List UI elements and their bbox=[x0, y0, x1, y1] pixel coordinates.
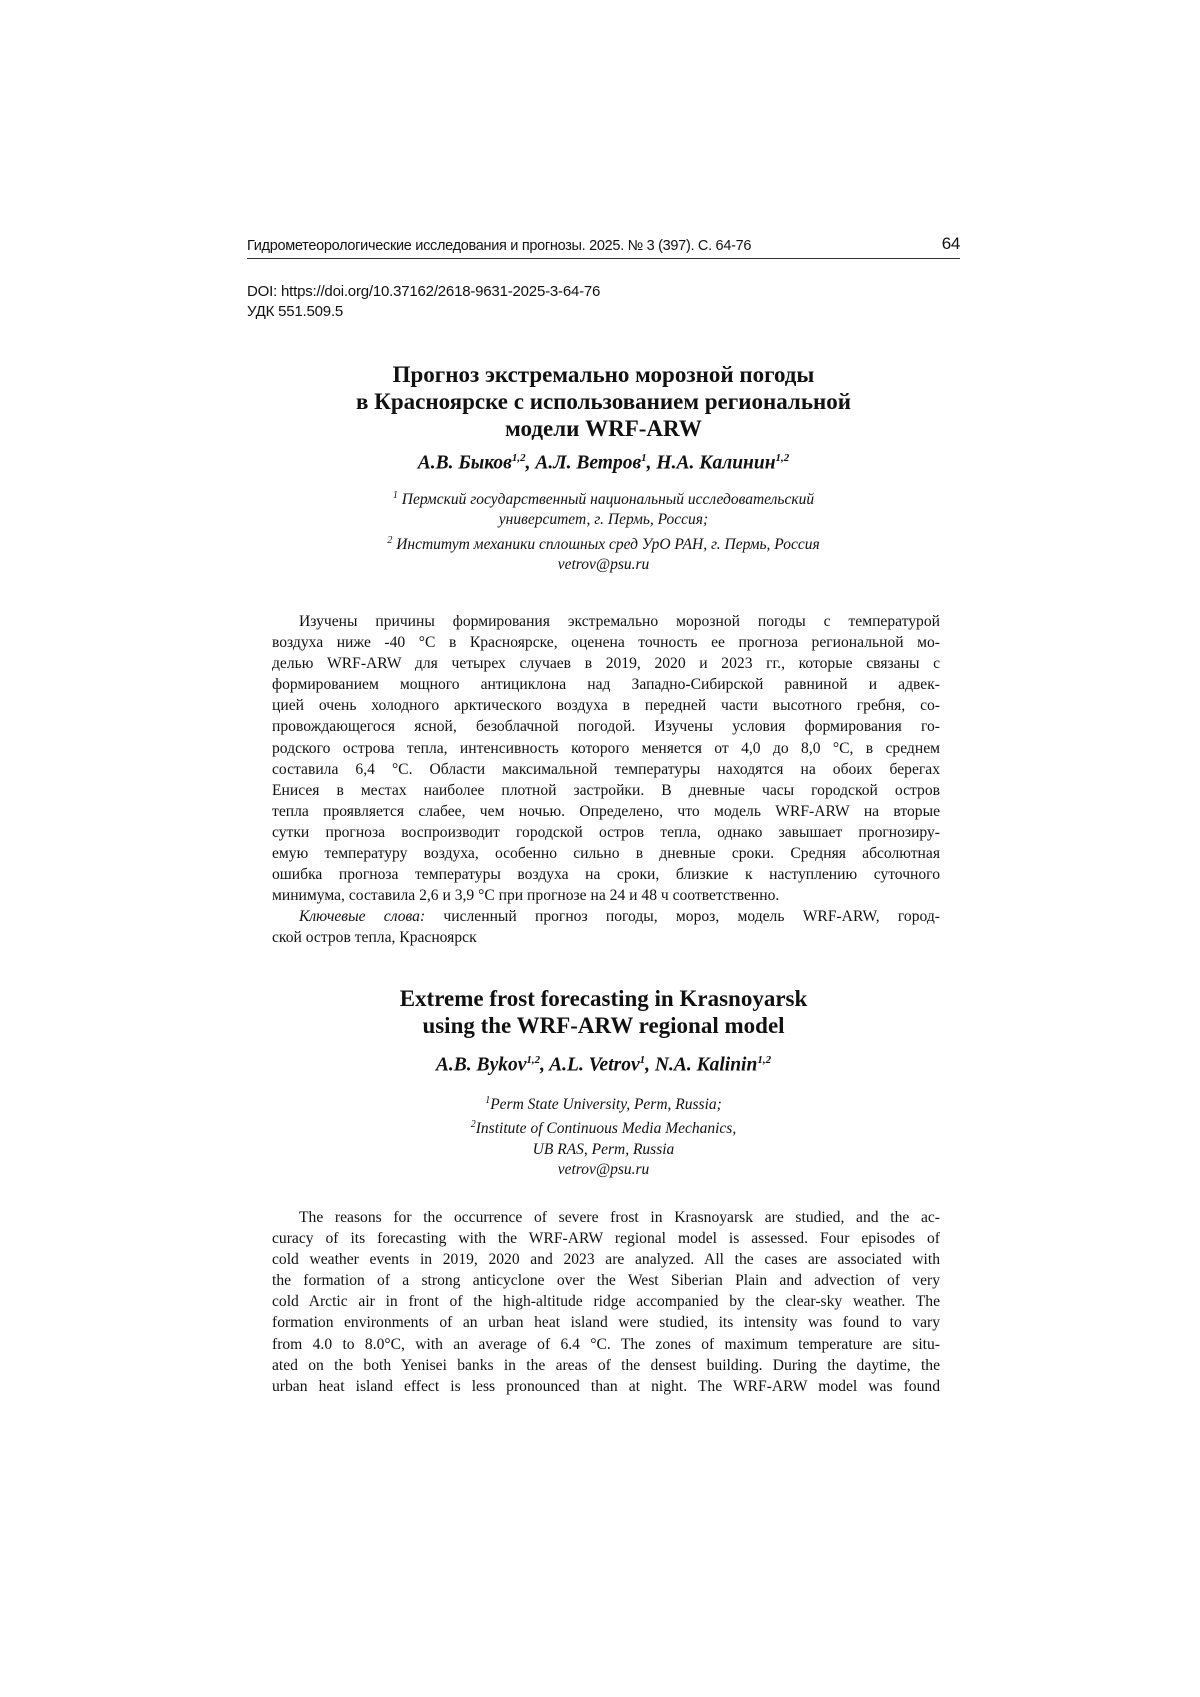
author-separator: , bbox=[645, 1054, 655, 1076]
abstract-line: urban heat island effect is less pronounced than at night. The WRF-ARW model was found bbox=[272, 1377, 940, 1395]
header-rule bbox=[247, 258, 960, 259]
doi-link[interactable]: DOI: https://doi.org/10.37162/2618-9631-2025-3-64-76 bbox=[247, 283, 601, 300]
affiliation-text: Институт механики сплошных сред УрО РАН, г. Пермь, Россия bbox=[392, 535, 820, 553]
ru-title-line: в Красноярске с использованием региональной bbox=[356, 389, 851, 414]
affiliation-text: университет, г. Пермь, Россия; bbox=[498, 511, 709, 529]
author-affiliation-marker: 1 bbox=[641, 452, 647, 464]
author-name: A.B. Bykov bbox=[435, 1054, 527, 1076]
affiliation-line bbox=[247, 1140, 960, 1160]
author-name: N.A. Kalinin bbox=[654, 1054, 758, 1076]
author-name: А.В. Быков bbox=[417, 452, 512, 474]
affiliation-marker: 2 bbox=[387, 534, 393, 546]
ru-title-line: Прогноз экстремально морозной погоды bbox=[392, 362, 815, 387]
abstract-line: составила 6,4 °С. Области максимальной температуры находятся на обоих берегах bbox=[272, 760, 940, 778]
abstract-line: тепла проявляется слабее, чем ночью. Определено, что модель WRF-ARW на вторые bbox=[272, 802, 940, 820]
abstract-line: from 4.0 to 8.0°C, with an average of 6.4 °C. The zones of maximum temperature are situ- bbox=[272, 1335, 940, 1353]
affiliation-text: Institute of Continuous Media Mechanics, bbox=[475, 1120, 737, 1138]
ru-abstract bbox=[272, 611, 940, 906]
author-name: Н.А. Калинин bbox=[656, 452, 776, 474]
en-affiliations bbox=[247, 1091, 960, 1181]
affiliation-marker: 2 bbox=[470, 1119, 476, 1131]
keywords-text: ской остров тепла, Красноярск bbox=[272, 929, 477, 947]
abstract-line: воздуха ниже -40 °С в Красноярске, оценена точность ее прогноза региональной мо- bbox=[272, 634, 940, 652]
abstract-line: The reasons for the occurrence of severe frost in Krasnoyarsk are studied, and the ac- bbox=[299, 1209, 940, 1226]
author-name: А.Л. Ветров bbox=[535, 452, 642, 474]
abstract-line: формированием мощного антициклона над Западно-Сибирской равниной и адвек- bbox=[272, 676, 940, 694]
affiliation-line bbox=[247, 1091, 960, 1115]
author-separator: , bbox=[646, 452, 657, 474]
affiliation-marker: 1 bbox=[485, 1095, 491, 1106]
journal-citation: Гидрометеорологические исследования и прогнозы. 2025. № 3 (397). С. 64-76 bbox=[247, 238, 752, 254]
ru-keywords bbox=[272, 906, 940, 948]
page-number: 64 bbox=[941, 234, 960, 253]
en-title-line: using the WRF-ARW regional model bbox=[422, 1013, 785, 1038]
keywords-label: Ключевые слова: bbox=[299, 908, 426, 925]
author-name: A.L. Vetrov bbox=[549, 1054, 640, 1076]
udk-code: УДК 551.509.5 bbox=[247, 303, 344, 320]
running-header bbox=[247, 234, 960, 254]
en-title bbox=[247, 985, 960, 1039]
abstract-line: formation environments of an urban heat island were studied, its intensity was found to vary bbox=[272, 1314, 940, 1332]
affiliation-line bbox=[247, 486, 960, 510]
abstract-line: the formation of a strong anticyclone over the West Siberian Plain and advection of very bbox=[272, 1272, 940, 1290]
abstract-line: Изучены причины формирования экстремально морозной погоды с температурой bbox=[299, 613, 940, 630]
affiliation-text: Пермский государственный национальный исследовательский bbox=[397, 491, 815, 509]
affiliation-text: Perm State University, Perm, Russia; bbox=[490, 1096, 722, 1114]
abstract-line: родского острова тепла, интенсивность которого меняется от 4,0 до 8,0 °С, в среднем bbox=[272, 739, 940, 757]
en-title-line: Extreme frost forecasting in Krasnoyarsk bbox=[399, 986, 808, 1011]
en-authors bbox=[247, 1054, 960, 1077]
abstract-line: ошибка прогноза температуры воздуха на сроки, близкие к наступлению суточного bbox=[272, 866, 940, 884]
author-affiliation-marker: 1,2 bbox=[511, 452, 526, 464]
ru-title-line: модели WRF-ARW bbox=[505, 416, 702, 441]
author-separator: , bbox=[525, 452, 536, 474]
affiliation-text: vetrov@psu.ru bbox=[557, 1161, 650, 1179]
ru-title bbox=[247, 361, 960, 442]
author-email bbox=[247, 555, 960, 575]
abstract-line: делью WRF-ARW для четырех случаев в 2019, 2020 и 2023 гг., которые связаны с bbox=[272, 655, 940, 673]
abstract-line: curacy of its forecasting with the WRF-ARW regional model is assessed. Four episodes of bbox=[272, 1230, 940, 1248]
abstract-line: сутки прогноза воспроизводит городской остров тепла, однако завышает прогнозиру- bbox=[272, 823, 940, 841]
abstract-line: провождающегося ясной, безоблачной погодой. Изучены условия формирования го- bbox=[272, 718, 940, 736]
author-affiliation-marker: 1,2 bbox=[775, 452, 790, 464]
affiliation-line bbox=[247, 1115, 960, 1139]
abstract-line: Енисея в местах наиболее плотной застройки. В дневные часы городской остров bbox=[272, 781, 940, 799]
doi-block bbox=[247, 282, 600, 322]
affiliation-text: vetrov@psu.ru bbox=[557, 556, 650, 574]
ru-affiliations bbox=[247, 486, 960, 576]
keywords-text: численный прогноз погоды, мороз, модель WRF-ARW, город- bbox=[425, 908, 940, 925]
affiliation-line bbox=[247, 531, 960, 555]
author-affiliation-marker: 1,2 bbox=[526, 1054, 541, 1066]
author-affiliation-marker: 1,2 bbox=[757, 1054, 772, 1066]
abstract-line: cold weather events in 2019, 2020 and 2023 are analyzed. All the cases are associated with bbox=[272, 1251, 940, 1269]
affiliation-line bbox=[247, 510, 960, 530]
author-separator: , bbox=[540, 1054, 550, 1076]
abstract-line: cold Arctic air in front of the high-altitude ridge accompanied by the clear-sky weather. The bbox=[272, 1293, 940, 1311]
affiliation-marker: 1 bbox=[392, 490, 398, 501]
ru-authors bbox=[247, 452, 960, 475]
abstract-line: ated on the both Yenisei banks in the areas of the densest building. During the daytime, the bbox=[272, 1356, 940, 1374]
author-affiliation-marker: 1 bbox=[639, 1054, 646, 1066]
abstract-line: минимума, составила 2,6 и 3,9 °С при прогнозе на 24 и 48 ч соответственно. bbox=[272, 887, 780, 905]
abstract-line: емую температуру воздуха, особенно сильно в дневные сроки. Средняя абсолютная bbox=[272, 845, 940, 863]
en-abstract bbox=[272, 1207, 940, 1397]
abstract-line: цией очень холодного арктического воздуха в передней части высотного гребня, со- bbox=[272, 697, 940, 715]
affiliation-text: UB RAS, Perm, Russia bbox=[532, 1140, 675, 1158]
author-email bbox=[247, 1160, 960, 1180]
